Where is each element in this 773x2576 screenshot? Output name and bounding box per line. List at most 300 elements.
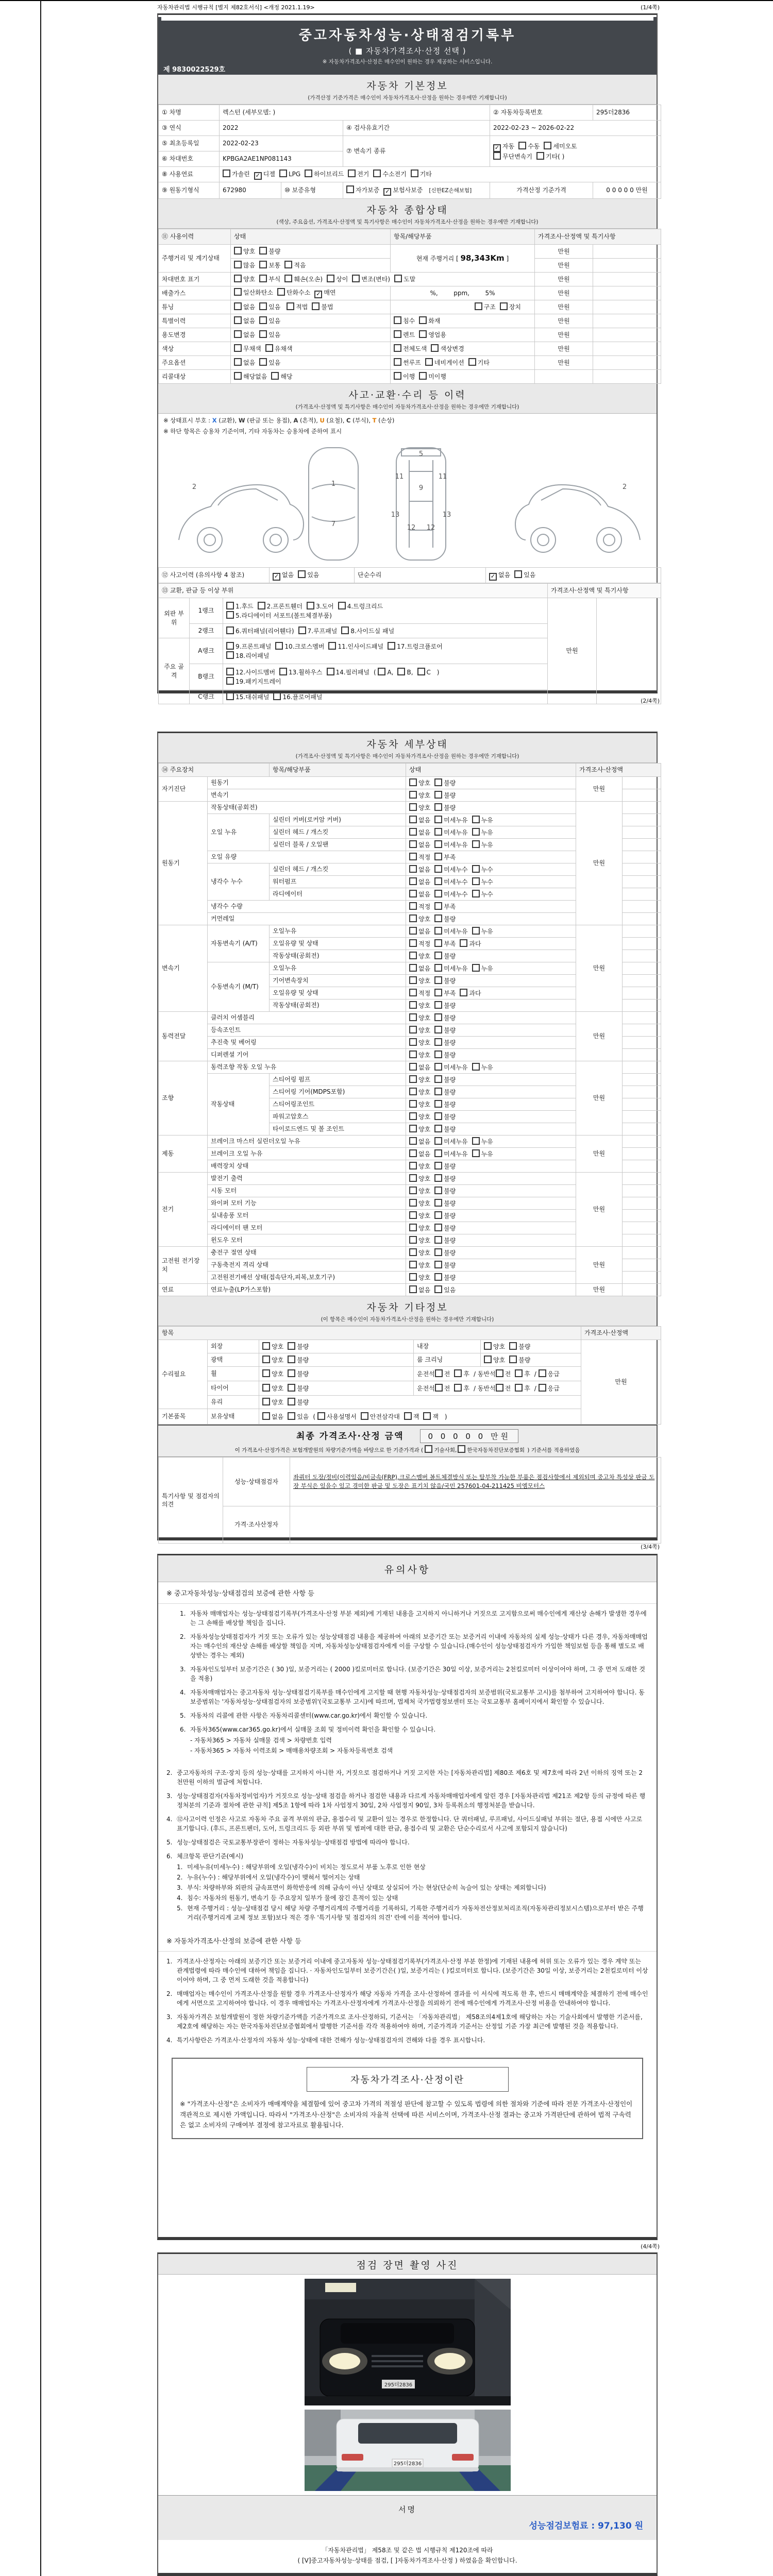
checkbox-일산화탄소[interactable] — [234, 288, 242, 296]
checkbox-불량[interactable] — [288, 1342, 295, 1350]
checkbox-양호[interactable] — [409, 1038, 417, 1046]
checkbox-있음[interactable] — [259, 358, 267, 366]
option-label: 양호 — [272, 1384, 284, 1392]
option-label: 양호 — [272, 1343, 284, 1350]
checkbox-썬루프[interactable] — [394, 358, 401, 366]
checkbox-불량[interactable] — [434, 1174, 442, 1182]
option-label: 있음 — [524, 571, 536, 579]
checkbox-불량[interactable] — [434, 1224, 442, 1231]
checkbox-적법[interactable] — [287, 302, 294, 310]
checkbox-상이[interactable] — [327, 275, 334, 282]
text: ( — [313, 1413, 317, 1420]
checkbox-무채색[interactable] — [234, 344, 242, 352]
checkbox-8.사이드실 패널[interactable] — [341, 626, 349, 634]
checkbox-매연[interactable]: ✓ — [314, 291, 322, 298]
checkbox-기타[interactable] — [411, 170, 418, 177]
checkbox-잭[interactable] — [404, 1412, 412, 1420]
checkbox-없음[interactable] — [234, 316, 242, 324]
text: 등속조인트 — [211, 1026, 241, 1034]
checkbox-13.휠하우스[interactable] — [279, 668, 287, 675]
option-label: 양호 — [418, 804, 431, 811]
checkbox-영업용[interactable] — [419, 330, 427, 338]
checkbox-세미오토[interactable] — [544, 142, 551, 149]
checkbox-양호[interactable] — [262, 1384, 270, 1392]
checkbox-부족[interactable] — [434, 853, 442, 860]
checkbox-LPG[interactable] — [279, 170, 287, 177]
checkbox-없음[interactable] — [262, 1412, 270, 1420]
checkbox-양호[interactable] — [409, 1236, 417, 1244]
checkbox-10.크로스멤버[interactable] — [275, 642, 283, 650]
option-불량 — [434, 1050, 456, 1059]
checkbox-부식[interactable] — [259, 275, 267, 282]
checkbox-부족[interactable] — [434, 939, 442, 947]
value-mileage — [391, 245, 535, 273]
text: ④ 검사유효기간 — [346, 124, 390, 132]
checkbox-미세누유[interactable] — [434, 1137, 442, 1145]
cell — [159, 182, 220, 199]
option-미이행 — [419, 372, 446, 381]
checkbox-불량[interactable] — [434, 791, 442, 799]
option-양호 — [409, 952, 430, 960]
option-없음 — [273, 571, 294, 581]
checkbox-양호[interactable] — [409, 1013, 417, 1021]
text: 실린더 블록 / 오일팬 — [273, 841, 329, 849]
checkbox-없음[interactable] — [409, 890, 417, 897]
option-label: 무단변속기 — [502, 152, 532, 160]
cell — [208, 1247, 406, 1259]
checkbox-불량[interactable] — [434, 952, 442, 959]
option-양호 — [262, 1355, 283, 1364]
checkbox-양호[interactable] — [409, 1026, 417, 1033]
option-label: 응급 — [547, 1370, 560, 1378]
checkbox-양호[interactable] — [409, 791, 417, 799]
checkbox-없음[interactable] — [409, 1149, 417, 1157]
option-label: 과다 — [469, 989, 481, 997]
option-디젤 — [254, 170, 275, 180]
checkbox-양호[interactable] — [409, 1162, 417, 1170]
checkbox-양호[interactable] — [409, 778, 417, 786]
option-label: 불량 — [444, 804, 456, 811]
checkbox-유채색[interactable] — [265, 344, 273, 352]
checkbox-불량[interactable] — [434, 1112, 442, 1120]
checkbox-미세누유[interactable] — [434, 828, 442, 836]
checkbox-있음[interactable] — [514, 570, 522, 578]
table-row — [159, 356, 661, 370]
checkbox-사용설명서[interactable] — [317, 1412, 325, 1420]
checkbox-적정[interactable] — [409, 853, 417, 860]
text: 가격조사·산정액 — [584, 1329, 628, 1337]
checkbox-있음[interactable] — [288, 1412, 295, 1420]
cell — [159, 802, 208, 925]
checkbox-양호[interactable] — [409, 1211, 417, 1219]
checkbox-불량[interactable] — [288, 1398, 295, 1405]
checkbox-가솔린[interactable] — [223, 170, 230, 177]
option-불량 — [434, 1013, 456, 1022]
text: 냉각수 수량 — [211, 903, 243, 910]
checkbox-없음[interactable] — [409, 816, 417, 823]
checkbox-많음[interactable] — [234, 261, 242, 268]
checkbox-없음[interactable] — [409, 828, 417, 836]
checkbox-불량[interactable] — [434, 914, 442, 922]
cell — [159, 584, 548, 598]
checkbox-적정[interactable] — [409, 902, 417, 910]
checkbox-없음[interactable] — [409, 877, 417, 885]
cell — [208, 1061, 406, 1074]
checkbox-1.후드[interactable] — [226, 602, 234, 609]
checkbox-불량[interactable] — [509, 1355, 517, 1363]
checkbox-7.루프패널[interactable] — [298, 626, 306, 634]
option-양호 — [409, 778, 430, 787]
checkbox-화재[interactable] — [419, 316, 427, 324]
checkbox-19.패키지트레이[interactable] — [226, 677, 234, 685]
text: 룸 크리닝 — [417, 1356, 443, 1364]
checkbox-12.사이드멤버[interactable] — [226, 668, 234, 675]
checkbox-전[interactable] — [435, 1384, 443, 1392]
cell — [270, 1086, 406, 1098]
checkbox-불량[interactable] — [434, 1248, 442, 1256]
checkbox-부족[interactable] — [434, 902, 442, 910]
checkbox-불량[interactable] — [434, 1088, 442, 1095]
section-basic-info — [158, 75, 657, 105]
checkbox-양호[interactable] — [409, 1261, 417, 1268]
checkbox-렌트[interactable] — [394, 330, 401, 338]
checkbox-부족[interactable] — [434, 989, 442, 996]
checkbox-구조[interactable] — [475, 302, 482, 310]
checkbox-불량[interactable] — [434, 1026, 442, 1033]
cell — [406, 1272, 576, 1284]
checkbox-이행[interactable] — [394, 372, 401, 380]
checkbox-5.라디에이터 서포트(볼트체결부품)[interactable] — [226, 611, 234, 619]
text: 가격조사·산정액 및 특기사항 — [551, 587, 629, 595]
checkbox-없음[interactable] — [234, 358, 242, 366]
checkbox-하이브리드[interactable] — [305, 170, 312, 177]
cell — [231, 314, 391, 328]
checkbox-불량[interactable] — [434, 1187, 442, 1194]
checkbox-누유[interactable] — [472, 964, 480, 972]
checkbox-양호[interactable] — [409, 1248, 417, 1256]
checkbox-장치[interactable] — [500, 302, 508, 310]
cell — [623, 802, 661, 814]
checkbox-누수[interactable] — [472, 890, 480, 897]
checkbox-전체도색[interactable] — [394, 344, 401, 352]
option-전 — [496, 1369, 511, 1378]
checkbox-자동[interactable]: ✓ — [493, 144, 501, 152]
notice-subitem: 5. 현재 주행거리 : 성능·상태점검 당시 해당 차량 주행거리계의 주행거리를 기록하되, 기록한 주행거리가 자동차전산정보처리조직(자동차관리정보시스템)으로부터 받은 주행거리(주행거리계 교체 정보 포함)보다 적은 경우 '특기사항 및 점검자의 의견' 란에 이를 적어야 합니다. — [177, 1905, 644, 1921]
checkbox-18.리어패널[interactable] — [226, 651, 234, 659]
checkbox-해당[interactable] — [271, 372, 279, 380]
checkbox-불량[interactable] — [434, 1050, 442, 1058]
checkbox-적정[interactable] — [409, 989, 417, 996]
checkbox-양호[interactable] — [409, 1273, 417, 1281]
table-row — [159, 167, 661, 182]
checkbox-양호[interactable] — [484, 1342, 492, 1350]
checkbox-응급[interactable] — [539, 1384, 546, 1392]
checkbox-있음[interactable] — [259, 330, 267, 338]
checkbox-불량[interactable] — [434, 1211, 442, 1219]
checkbox-기타[interactable] — [468, 358, 476, 366]
checkbox-16.플로어패널[interactable] — [273, 692, 281, 700]
option-label: 훼손(오손) — [294, 276, 323, 283]
checkbox-양호[interactable] — [409, 1100, 417, 1108]
option-label: 불량 — [444, 1249, 456, 1257]
checkbox-불량[interactable] — [509, 1342, 517, 1350]
value-car-name — [220, 105, 490, 121]
checkbox-미세누유[interactable] — [434, 964, 442, 972]
cell — [406, 802, 576, 814]
checkbox-17.트렁크플로어[interactable] — [388, 642, 395, 650]
checkbox-없음[interactable] — [409, 927, 417, 935]
checkbox-적음[interactable] — [284, 261, 292, 268]
checkbox-누유[interactable] — [472, 816, 480, 823]
checkbox-한국자동차진단보증협회[interactable] — [458, 1445, 465, 1453]
checkbox-미세누유[interactable] — [434, 927, 442, 935]
option-미세누수 — [434, 890, 467, 899]
value-inspection-period — [490, 121, 661, 136]
checkbox-4.트렁크리드[interactable] — [338, 602, 346, 609]
option-label: 해당없음 — [243, 373, 267, 381]
checkbox-누유[interactable] — [472, 1149, 480, 1157]
option-label: 9.프론트패널 — [236, 643, 272, 651]
checkbox-해당없음[interactable] — [234, 372, 242, 380]
checkbox-누수[interactable] — [472, 877, 480, 885]
checkbox-수소전기[interactable] — [373, 170, 381, 177]
checkbox-불량[interactable] — [288, 1369, 295, 1377]
cell — [406, 962, 576, 975]
checkbox-잭[interactable] — [423, 1412, 431, 1420]
checkbox-누유[interactable] — [472, 1137, 480, 1145]
option-label: 양호 — [418, 1187, 431, 1195]
option-label: 수소전기 — [382, 170, 407, 178]
checkbox-양호[interactable] — [409, 1088, 417, 1095]
checkbox-양호[interactable] — [262, 1342, 270, 1350]
checkbox-불량[interactable] — [434, 1038, 442, 1046]
checkbox-후[interactable] — [454, 1384, 462, 1392]
checkbox-양호[interactable] — [484, 1355, 492, 1363]
checkbox-없음[interactable] — [409, 1063, 417, 1071]
option-10.크로스멤버 — [275, 642, 324, 651]
checkbox-불량[interactable] — [434, 1236, 442, 1244]
checkbox-미세누유[interactable] — [434, 816, 442, 823]
checkbox-없음[interactable] — [409, 1137, 417, 1145]
checkbox-불량[interactable] — [434, 1013, 442, 1021]
checkbox-디젤[interactable]: ✓ — [254, 172, 262, 180]
checkbox-있음[interactable] — [259, 302, 267, 310]
checkbox-양호[interactable] — [409, 1199, 417, 1207]
checkbox-누수[interactable] — [472, 865, 480, 873]
checkbox-없음[interactable] — [409, 865, 417, 873]
checkbox-없음[interactable]: ✓ — [273, 573, 280, 581]
page-marker-4: (4/4쪽) — [641, 2243, 660, 2250]
checkbox-불량[interactable] — [434, 778, 442, 786]
checkbox-미세누수[interactable] — [434, 877, 442, 885]
checkbox-과다[interactable] — [460, 989, 467, 996]
cell — [208, 913, 406, 925]
checkbox-불량[interactable] — [434, 1125, 442, 1132]
checkbox-무단변속기[interactable] — [493, 152, 501, 160]
checkbox-양호[interactable] — [262, 1369, 270, 1377]
checkbox-누유[interactable] — [472, 1063, 480, 1071]
checkbox-있음[interactable] — [434, 1285, 442, 1293]
option-양호 — [409, 1187, 430, 1195]
checkbox-불량[interactable] — [288, 1355, 295, 1363]
checkbox-보통[interactable] — [259, 261, 267, 268]
checkbox-없음[interactable] — [234, 302, 242, 310]
cell — [208, 851, 406, 863]
text: ② 자동차등록번호 — [493, 109, 543, 116]
option-label: 불량 — [444, 1199, 456, 1207]
checkbox-2.프론트휀더[interactable] — [258, 602, 265, 609]
checkbox-전[interactable] — [496, 1384, 503, 1392]
checkbox-있음[interactable] — [298, 570, 306, 578]
cell — [159, 1136, 208, 1173]
option-썬루프 — [394, 358, 421, 367]
cell — [535, 370, 593, 384]
checkbox-전기[interactable] — [348, 170, 356, 177]
checkbox-9.프론트패널[interactable] — [226, 642, 234, 650]
option-네비게이션 — [425, 358, 464, 367]
notice-item: 5. 자동차의 리콜에 관한 사항은 자동차리콜센터(www.car.go.kr)에서 확인할 수 있습니다. — [180, 1712, 428, 1719]
cell — [190, 638, 223, 664]
checkbox-불량[interactable] — [434, 1273, 442, 1281]
checkbox-3.도어[interactable] — [307, 602, 314, 609]
cell — [623, 1049, 661, 1061]
checkbox-과다[interactable] — [460, 939, 467, 947]
checkbox-양호[interactable] — [409, 1075, 417, 1083]
checkbox-불량[interactable] — [434, 803, 442, 811]
checkbox-양호[interactable] — [234, 247, 242, 255]
checkbox-전[interactable] — [435, 1369, 443, 1377]
checkbox-불량[interactable] — [288, 1384, 295, 1392]
notice-warranty-header: ※ 중고자동차성능·상태점검의 보증에 관한 사항 등 — [158, 1582, 657, 1604]
checkbox-양호[interactable] — [234, 275, 242, 282]
text: ⑭ 주요장치 — [162, 766, 194, 774]
option-19.패키지트레이 — [226, 677, 281, 686]
checkbox-양호[interactable] — [409, 976, 417, 984]
option-label: 없음 — [418, 841, 431, 849]
checkbox-미세누유[interactable] — [434, 1149, 442, 1157]
checkbox-자가보증[interactable] — [346, 185, 354, 193]
checkbox-도말[interactable] — [394, 275, 402, 282]
checkbox-불량[interactable] — [259, 247, 267, 255]
checkbox-불량[interactable] — [434, 1100, 442, 1108]
checkbox-양호[interactable] — [409, 1001, 417, 1009]
checkbox-적정[interactable] — [409, 939, 417, 947]
option-label: 양호 — [418, 1026, 431, 1034]
checkbox-양호[interactable] — [409, 803, 417, 811]
checkbox-양호[interactable] — [409, 1112, 417, 1120]
checkbox-변조(변타)[interactable] — [352, 275, 360, 282]
checkbox-C[interactable] — [417, 668, 425, 675]
checkbox-불량[interactable] — [434, 1261, 442, 1268]
checkbox-후[interactable] — [515, 1369, 523, 1377]
checkbox-양호[interactable] — [409, 914, 417, 922]
checkbox-양호[interactable] — [409, 952, 417, 959]
checkbox-불량[interactable] — [434, 1199, 442, 1207]
checkbox-침수[interactable] — [394, 316, 401, 324]
checkbox-없음[interactable] — [409, 964, 417, 972]
checkbox-B,[interactable] — [397, 668, 405, 675]
checkbox-색상변경[interactable] — [431, 344, 439, 352]
checkbox-없음[interactable] — [234, 330, 242, 338]
option-미세누수 — [434, 877, 467, 886]
option-label: 없음 — [418, 1286, 431, 1294]
checkbox-불법[interactable] — [312, 302, 320, 310]
cell — [406, 1061, 576, 1074]
checkbox-불량[interactable] — [434, 1075, 442, 1083]
checkbox-15.대쉬패널[interactable] — [226, 692, 234, 700]
checkbox-14.필러패널[interactable] — [327, 668, 334, 675]
text: 상태 — [234, 233, 246, 241]
checkbox-미세누유[interactable] — [434, 1063, 442, 1071]
checkbox-보험사보증[interactable]: ✓ — [383, 188, 391, 196]
checkbox-양호[interactable] — [409, 1174, 417, 1182]
checkbox-기술사회,[interactable] — [425, 1445, 432, 1453]
checkbox-양호[interactable] — [409, 1050, 417, 1058]
checkbox-있음[interactable] — [259, 316, 267, 324]
cell — [208, 814, 270, 851]
option-label: 하이브리드 — [314, 170, 344, 178]
checkbox-양호[interactable] — [409, 1187, 417, 1194]
checkbox-누유[interactable] — [472, 927, 480, 935]
checkbox-불량[interactable] — [434, 1162, 442, 1170]
checkbox-양호[interactable] — [409, 1224, 417, 1231]
checkbox-수동[interactable] — [518, 142, 526, 149]
checkbox-네비게이션[interactable] — [425, 358, 433, 366]
checkbox-탄화수소[interactable] — [277, 288, 285, 296]
checkbox-11.인사이드패널[interactable] — [328, 642, 336, 650]
checkbox-응급[interactable] — [539, 1369, 546, 1377]
checkbox-후[interactable] — [515, 1384, 523, 1392]
checkbox-없음[interactable] — [409, 840, 417, 848]
cell — [231, 245, 391, 259]
checkbox-전[interactable] — [496, 1369, 503, 1377]
option-label: 양호 — [418, 952, 431, 960]
confirmation-statement — [158, 2545, 657, 2566]
option-응급 — [539, 1384, 560, 1393]
text: 만원 — [593, 859, 606, 867]
checkbox-6.쿼터패널(리어휀다)[interactable] — [226, 626, 234, 634]
checkbox-미세누수[interactable] — [434, 890, 442, 897]
checkbox-훼손(오손)[interactable] — [284, 275, 292, 282]
cell — [223, 1506, 290, 1544]
option-label: 미세누유 — [444, 828, 468, 836]
checkbox-없음[interactable]: ✓ — [489, 573, 497, 581]
checkbox-누유[interactable] — [472, 828, 480, 836]
option-label: 양호 — [418, 1113, 431, 1121]
table-row — [159, 300, 661, 314]
option-label: 유채색 — [274, 345, 293, 353]
cell — [190, 598, 223, 624]
checkbox-후[interactable] — [454, 1369, 462, 1377]
checkbox-미이행[interactable] — [419, 372, 427, 380]
checkbox-불량[interactable] — [434, 1001, 442, 1009]
checkbox-양호[interactable] — [262, 1398, 270, 1405]
section-title: 자동차 기타정보 — [366, 1302, 448, 1313]
checkbox-없음[interactable] — [409, 1285, 417, 1293]
checkbox-안전삼각대[interactable] — [361, 1412, 368, 1420]
checkbox-불량[interactable] — [434, 976, 442, 984]
checkbox-기타( )[interactable] — [536, 152, 544, 160]
checkbox-미세누수[interactable] — [434, 865, 442, 873]
checkbox-A,[interactable] — [378, 668, 385, 675]
checkbox-미세누유[interactable] — [434, 840, 442, 848]
checkbox-양호[interactable] — [409, 1125, 417, 1132]
checkbox-누유[interactable] — [472, 840, 480, 848]
signature-band — [158, 2495, 657, 2540]
text: 디퍼렌셜 기어 — [211, 1051, 249, 1059]
option-전 — [435, 1384, 450, 1393]
checkbox-양호[interactable] — [262, 1355, 270, 1363]
